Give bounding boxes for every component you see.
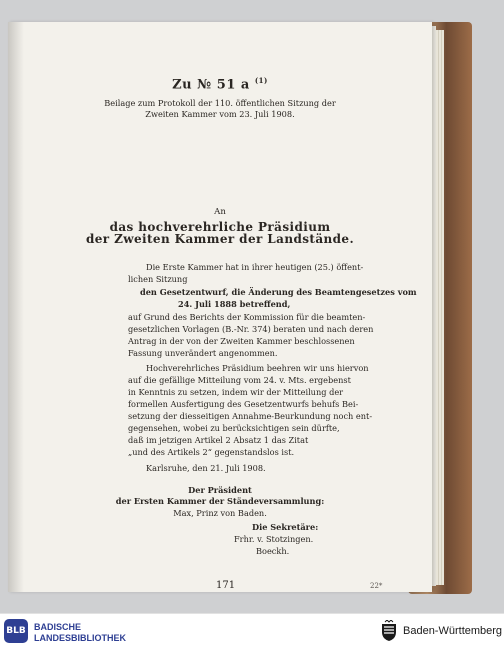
blb-logo-icon[interactable]: BLB bbox=[4, 619, 28, 643]
addressee-an: An bbox=[214, 207, 226, 217]
addressee-line-1: das hochverehrliche Präsidium bbox=[109, 220, 331, 234]
chamber-name: der Ersten Kammer der Ständeversammlung: bbox=[115, 496, 325, 506]
body-line: daß im jetzigen Artikel 2 Absatz 1 das Zitat bbox=[128, 435, 309, 445]
reference-value: № 51 a bbox=[197, 77, 250, 93]
page-number: 171 bbox=[216, 580, 236, 591]
baden-wuerttemberg-emblem-icon[interactable] bbox=[380, 620, 398, 642]
body-line: den Gesetzentwurf, die Änderung des Beamtengesetzes vom bbox=[140, 287, 417, 297]
body-line: gegensehen, wobei zu berücksichtigen sein dürfte, bbox=[128, 423, 340, 433]
body-line: „und des Artikels 2“ gegenstandslos ist. bbox=[128, 447, 295, 457]
library-name-line-1: BADISCHE bbox=[34, 622, 82, 632]
body-line: Hochverehrliches Präsidium beehren wir uns hiervon bbox=[146, 363, 369, 373]
footer-bar bbox=[0, 613, 504, 648]
state-name[interactable]: Baden-Württemberg bbox=[403, 625, 503, 637]
place-date: Karlsruhe, den 21. Juli 1908. bbox=[146, 463, 266, 473]
body-line: auf Grund des Berichts der Kommission für die beamten- bbox=[128, 312, 366, 322]
body-line: Die Erste Kammer hat in ihrer heutigen (25.) öffent- bbox=[146, 262, 364, 272]
secretary-2: Boeckh. bbox=[256, 546, 290, 556]
subtitle-line-1: Beilage zum Protokoll der 110. öffentlichen Sitzung der bbox=[104, 98, 336, 108]
body-line: setzung der diesseitigen Annahme-Beurkundung noch ent- bbox=[128, 411, 373, 421]
subtitle-line-2: Zweiten Kammer vom 23. Juli 1908. bbox=[145, 109, 295, 119]
body-line: lichen Sitzung bbox=[128, 274, 188, 284]
reference-prefix: Zu bbox=[172, 77, 193, 93]
library-name-line-2: LANDESBIBLIOTHEK bbox=[34, 633, 126, 643]
secretary-1: Frhr. v. Stotzingen. bbox=[234, 534, 314, 544]
sheet-mark: 22* bbox=[370, 582, 383, 590]
body-line: formellen Ausfertigung des Gesetzentwurfs behufs Bei- bbox=[128, 399, 359, 409]
body-line: gesetzlichen Vorlagen (B.-Nr. 374) beraten und nach deren bbox=[128, 324, 374, 334]
body-line: Antrag in der von der Zweiten Kammer beschlossenen bbox=[128, 336, 355, 346]
reference-sub: (1) bbox=[254, 76, 268, 85]
addressee-line-2: der Zweiten Kammer der Landstände. bbox=[85, 232, 355, 246]
body-line: Fassung unverändert angenommen. bbox=[128, 348, 278, 358]
secretaries-title: Die Sekretäre: bbox=[252, 522, 319, 532]
document-page bbox=[8, 22, 432, 592]
library-name[interactable] bbox=[34, 622, 126, 644]
body-line: auf die gefällige Mitteilung vom 24. v. Mts. ergebenst bbox=[128, 375, 351, 385]
president-name: Max, Prinz von Baden. bbox=[173, 508, 267, 518]
body-line: in Kenntnis zu setzen, indem wir der Mitteilung der bbox=[128, 387, 344, 397]
president-title: Der Präsident bbox=[188, 485, 252, 495]
body-line: 24. Juli 1888 betreffend, bbox=[178, 299, 291, 309]
reference-number bbox=[8, 76, 432, 92]
